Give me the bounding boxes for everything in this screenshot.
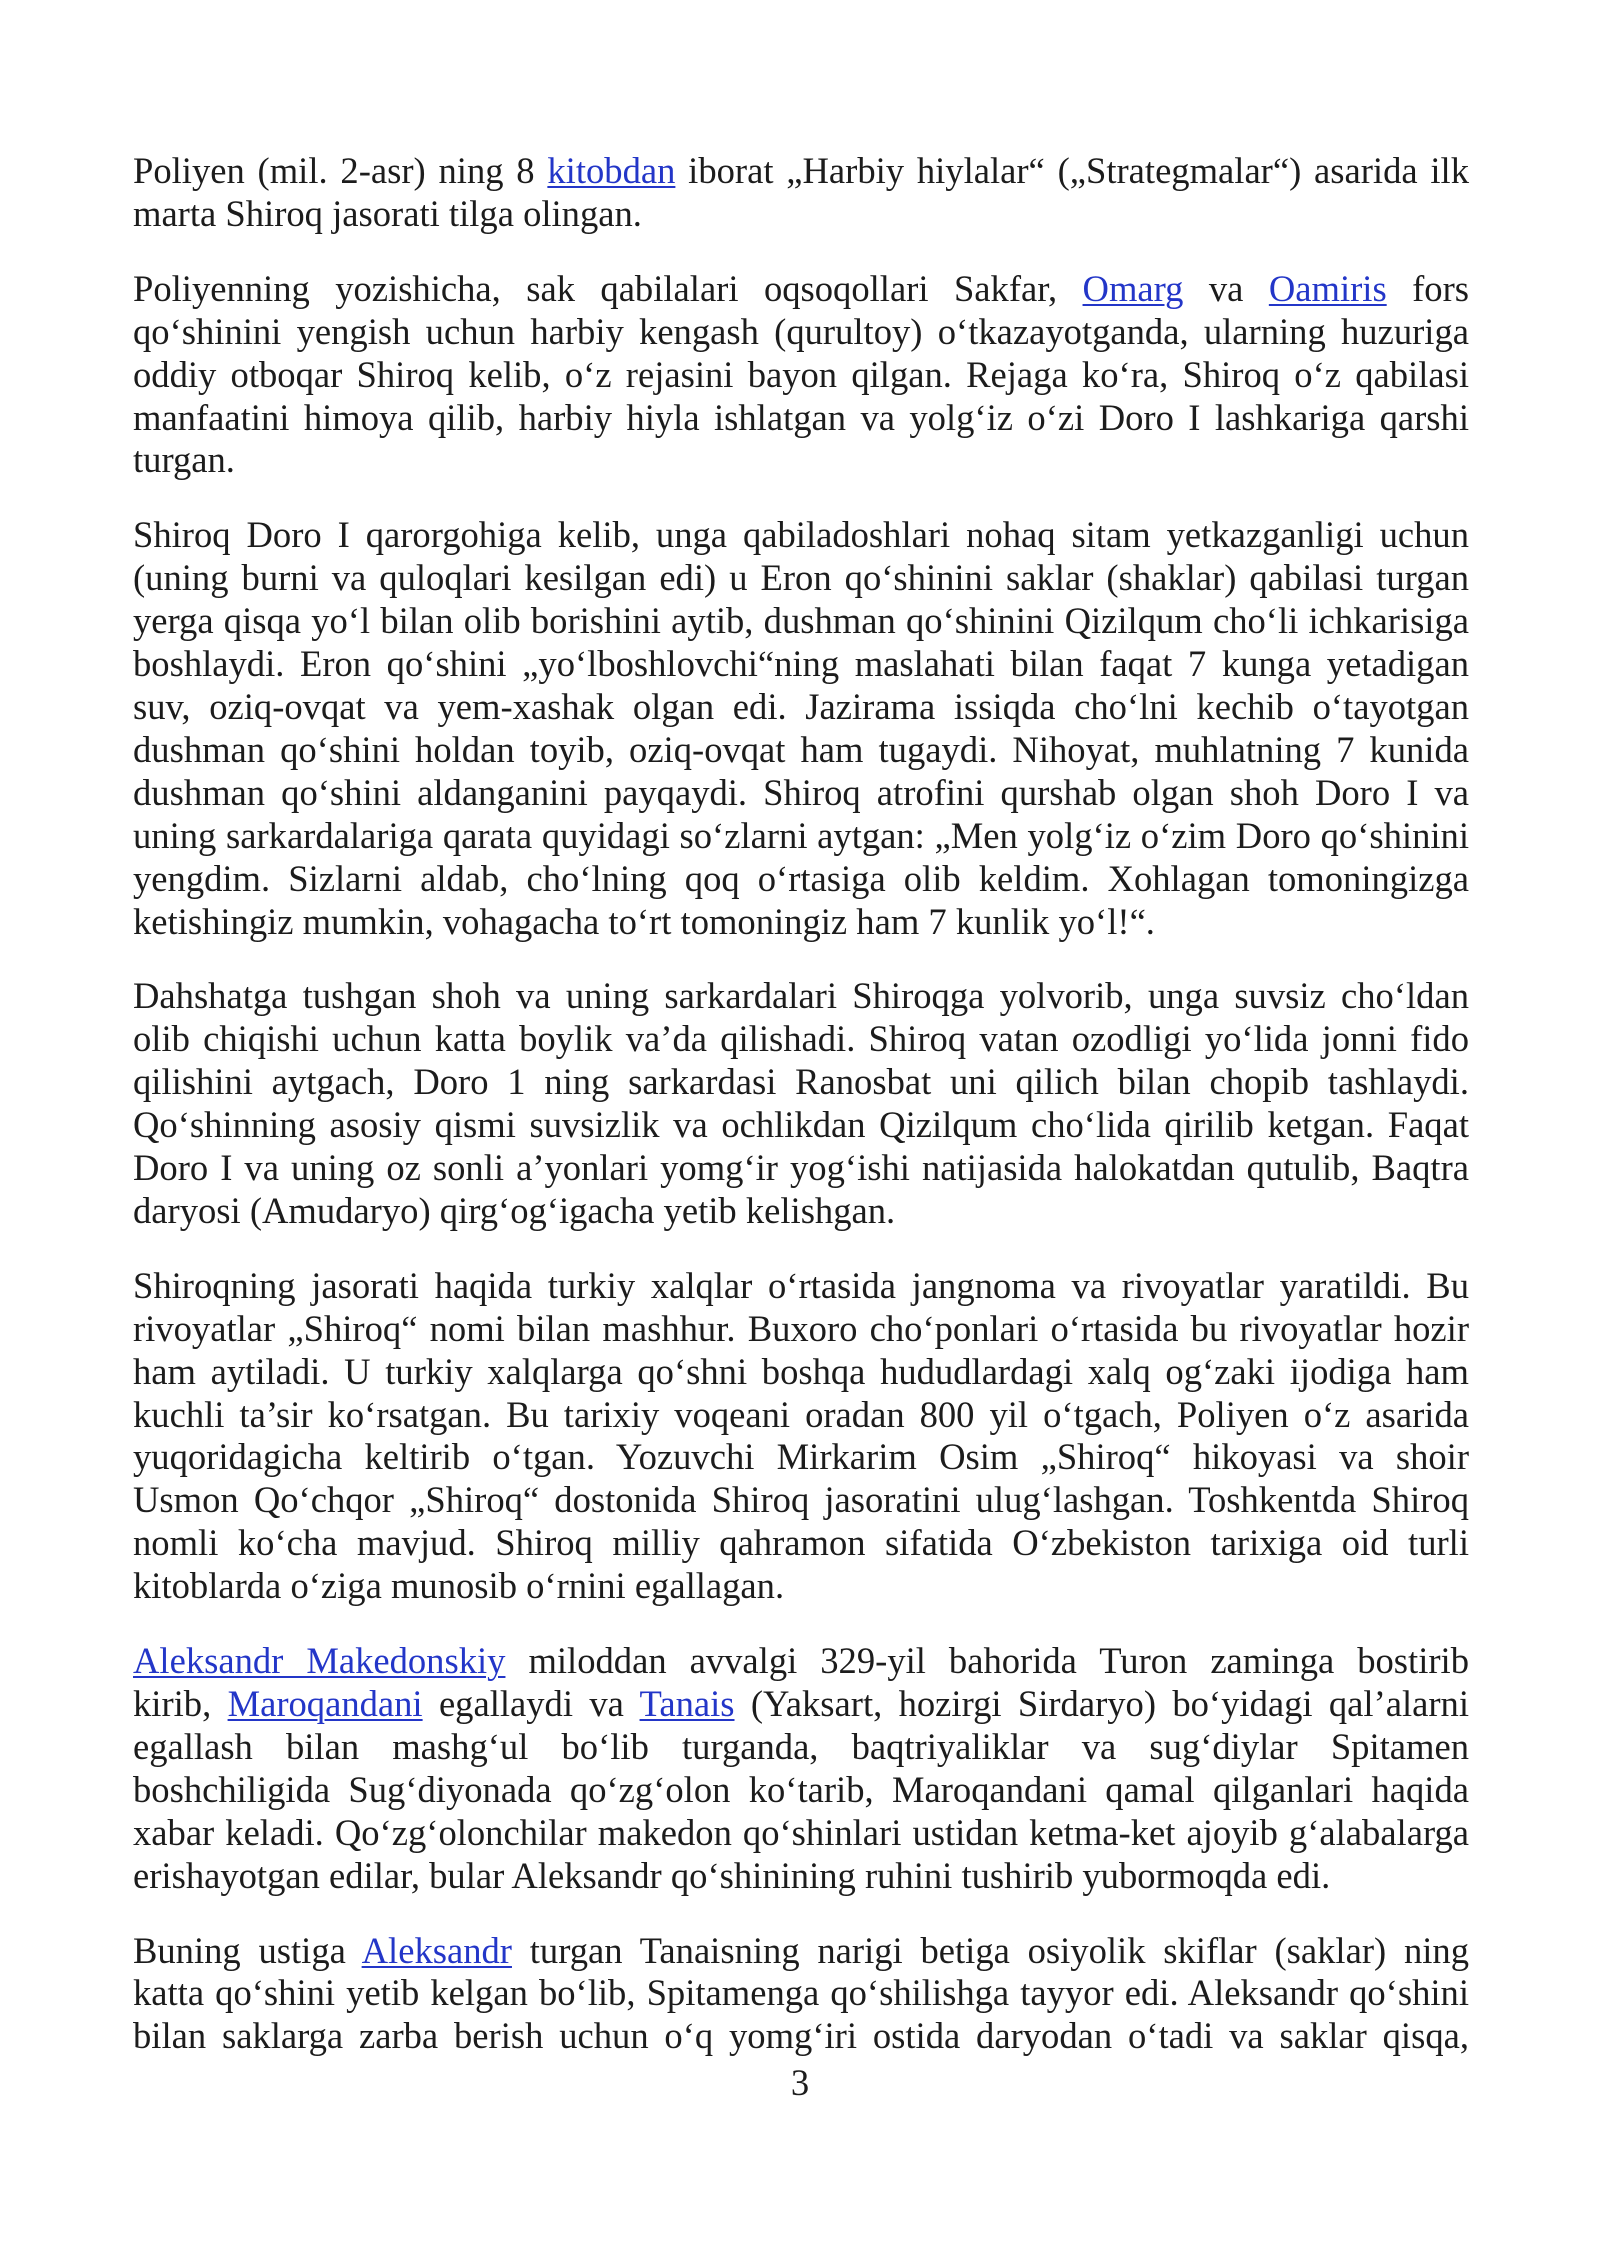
text-line <box>133 1351 1469 1394</box>
paragraph <box>133 150 1469 236</box>
text-line <box>133 901 1469 944</box>
link-aleksandr-makedonskiy[interactable]: Aleksandr Makedonskiy <box>133 1640 506 1682</box>
text-run: kitoblarda o‘ziga munosib o‘rnini egallagan. <box>133 1565 785 1607</box>
text-line <box>133 1683 1469 1726</box>
text-line <box>133 729 1469 772</box>
text-run: turgan Tanaisning narigi betiga osiyolik skiflar (saklar) ning <box>511 1929 1469 1971</box>
text-run: marta Shiroq jasorati tilga olingan. <box>133 192 642 234</box>
text-run: Qo‘shinning asosiy qismi suvsizlik va ochlikdan Qizilqum cho‘lida qirilib ketgan. Faqat <box>133 1104 1469 1146</box>
text-line <box>133 643 1469 686</box>
text-line <box>133 1565 1469 1608</box>
text-run: bilan saklarga zarba berish uchun o‘q yomg‘iri ostida daryodan o‘tadi va saklar qisqa, <box>133 2015 1469 2057</box>
link-tanais[interactable]: Tanais <box>639 1683 735 1724</box>
page-number: 3 <box>790 2062 810 2103</box>
text-run: boshlaydi. Eron qo‘shini „yo‘lboshlovchi“ning maslahati bilan faqat 7 kunga yetadigan <box>133 643 1469 685</box>
text-line <box>133 772 1469 815</box>
link-kitobdan[interactable]: kitobdan <box>547 150 676 191</box>
text-line <box>133 1394 1469 1437</box>
text-run: katta qo‘shini yetib kelgan bo‘lib, Spitamenga qo‘shilishga tayyor edi. Aleksandr qo‘shini <box>133 1972 1469 2014</box>
paragraph <box>133 268 1469 483</box>
text-line <box>133 1479 1469 1522</box>
text-line <box>133 1308 1469 1351</box>
text-run: dushman qo‘shini aldanganini payqaydi. Shiroq atrofini qurshab olgan shoh Doro I va <box>133 771 1469 813</box>
text-run: uning sarkardalariga qarata quyidagi so‘zlarni aytgan: „Men yolg‘iz o‘zim Doro qo‘shinini <box>133 814 1469 856</box>
text-run: erishayotgan edilar, bular Aleksandr qo‘shinining ruhini tushirib yubormoqda edi. <box>133 1854 1331 1896</box>
paragraph <box>133 975 1469 1232</box>
text-line <box>133 1104 1469 1147</box>
text-line <box>133 1972 1469 2015</box>
text-line <box>133 686 1469 729</box>
text-run: Usmon Qo‘chqor „Shiroq“ dostonida Shiroq jasoratini ulug‘lashgan. Toshkentda Shiroq <box>133 1479 1469 1521</box>
paragraph <box>133 1640 1469 1897</box>
text-line <box>133 1640 1469 1683</box>
text-run: yuqoridagicha keltirib o‘tgan. Yozuvchi Mirkarim Osim „Shiroq“ hikoyasi va shoir <box>133 1436 1469 1478</box>
text-run: boshchiligida Sug‘diyonada qo‘zg‘olon ko‘tarib, Maroqandani qamal qilganlari haqida <box>133 1768 1469 1810</box>
text-run: (uning burni va quloqlari kesilgan edi) u Eron qo‘shinini saklar (shaklar) qabilasi turgan <box>133 557 1469 599</box>
text-run: miloddan avvalgi 329-yil bahorida Turon zaminga bostirib <box>505 1640 1469 1682</box>
text-line <box>133 1769 1469 1812</box>
text-run: Shiroq Doro I qarorgohiga kelib, unga qabiladoshlari nohaq sitam yetkazganligi uchun <box>133 514 1469 556</box>
link-aleksandr[interactable]: Aleksandr <box>361 1929 512 1971</box>
text-line <box>133 1436 1469 1479</box>
link-omarg[interactable]: Omarg <box>1082 267 1184 309</box>
text-line <box>133 1855 1469 1898</box>
body-text <box>133 150 1469 2090</box>
text-run: turgan. <box>133 439 235 481</box>
text-line <box>133 600 1469 643</box>
text-line <box>133 557 1469 600</box>
text-run: oddiy otboqar Shiroq kelib, o‘z rejasini bayon qilgan. Rejaga ko‘ra, Shiroq o‘z qabilasi <box>133 353 1469 395</box>
text-run: Poliyen (mil. 2-asr) ning 8 <box>133 150 548 191</box>
text-run: qo‘shinini yengish uchun harbiy kengash (qurultoy) o‘tkazayotganda, ularning huzuriga <box>133 310 1469 352</box>
text-run: egallash bilan mashg‘ul bo‘lib turganda, baqtriyaliklar va sug‘diylar Spitamen <box>133 1725 1469 1767</box>
text-line <box>133 193 1469 236</box>
text-run: iborat „Harbiy hiylalar“ („Strategmalar“) asarida ilk <box>675 150 1470 191</box>
text-run: egallaydi va <box>422 1683 640 1724</box>
text-run: Buning ustiga <box>133 1929 362 1971</box>
text-line <box>133 150 1469 193</box>
text-line <box>133 397 1469 440</box>
text-run: kirib, <box>133 1683 228 1724</box>
paragraph <box>133 514 1469 943</box>
text-run: kuchli ta’sir ko‘rsatgan. Bu tarixiy voqeani oradan 800 yil o‘tgach, Poliyen o‘z asarida <box>133 1393 1469 1435</box>
text-line <box>133 311 1469 354</box>
text-run: Shiroqning jasorati haqida turkiy xalqlar o‘rtasida jangnoma va rivoyatlar yaratildi. Bu <box>133 1264 1469 1306</box>
text-run: Doro I va uning oz sonli a’yonlari yomg‘ir yog‘ishi natijasida halokatdan qutulib, Baqtra <box>133 1147 1469 1189</box>
link-oamiris[interactable]: Oamiris <box>1268 267 1387 309</box>
text-run: ham aytiladi. U turkiy xalqlarga qo‘shni boshqa hududlardagi xalq og‘zaki ijodiga ham <box>133 1350 1469 1392</box>
text-run: nomli ko‘cha mavjud. Shiroq milliy qahramon sifatida O‘zbekiston tarixiga oid turli <box>133 1522 1469 1564</box>
text-line <box>133 1812 1469 1855</box>
text-line <box>133 1061 1469 1104</box>
text-run: Dahshatga tushgan shoh va uning sarkardalari Shiroqga yolvorib, unga suvsiz cho‘ldan <box>133 975 1469 1017</box>
text-line <box>133 1190 1469 1233</box>
text-line <box>133 1265 1469 1308</box>
text-run: rivoyatlar „Shiroq“ nomi bilan mashhur. Buxoro cho‘ponlari o‘rtasida bu rivoyatlar hozir <box>133 1307 1469 1349</box>
text-line <box>133 1726 1469 1769</box>
text-line <box>133 1522 1469 1565</box>
text-run: yengdim. Sizlarni aldab, cho‘lning qoq o‘rtasiga olib keldim. Xohlagan tomoningizga <box>133 857 1469 899</box>
paragraph <box>133 1930 1469 2059</box>
text-run: xabar keladi. Qo‘zg‘olonchilar makedon qo‘shinlari ustidan ketma-ket ajoyib g‘alabalarga <box>133 1811 1469 1853</box>
text-run: qilishini aytgach, Doro 1 ning sarkardasi Ranosbat uni qilich bilan chopib tashlaydi. <box>133 1061 1469 1103</box>
text-line <box>133 439 1469 482</box>
text-line <box>133 514 1469 557</box>
text-line <box>133 268 1469 311</box>
text-run: daryosi (Amudaryo) qirg‘og‘igacha yetib kelishgan. <box>133 1189 896 1231</box>
text-run: dushman qo‘shini holdan toyib, oziq-ovqat ham tugaydi. Nihoyat, muhlatning 7 kunida <box>133 728 1469 770</box>
text-run: fors <box>1386 267 1469 309</box>
text-line <box>133 1147 1469 1190</box>
text-run: olib chiqishi uchun katta boylik va’da qilishadi. Shiroq vatan ozodligi yo‘lida jonni fido <box>133 1018 1469 1060</box>
text-run: manfaatini himoya qilib, harbiy hiyla ishlatgan va yolg‘iz o‘zi Doro I lashkariga qarshi <box>133 396 1469 438</box>
text-run: yerga qisqa yo‘l bilan olib borishini aytib, dushman qo‘shinini Qizilqum cho‘li ichkarisiga <box>133 600 1469 642</box>
text-line <box>133 975 1469 1018</box>
text-line <box>133 1930 1469 1973</box>
paragraph <box>133 1265 1469 1608</box>
link-maroqandani[interactable]: Maroqandani <box>227 1683 423 1724</box>
text-run: suv, oziq-ovqat va yem-xashak olgan edi. Jazirama issiqda cho‘lni kechib o‘tayotgan <box>133 685 1469 727</box>
text-line <box>133 2015 1469 2058</box>
text-line <box>133 858 1469 901</box>
text-run: (Yaksart, hozirgi Sirdaryo) bo‘yidagi qal’alarni <box>734 1683 1470 1724</box>
text-line <box>133 1018 1469 1061</box>
text-run: Poliyenning yozishicha, sak qabilalari oqsoqollari Sakfar, <box>133 267 1083 309</box>
text-run: va <box>1183 267 1269 309</box>
text-line <box>133 815 1469 858</box>
text-run: ketishingiz mumkin, vohagacha to‘rt tomoningiz ham 7 kunlik yo‘l!“. <box>133 900 1155 942</box>
text-line <box>133 354 1469 397</box>
